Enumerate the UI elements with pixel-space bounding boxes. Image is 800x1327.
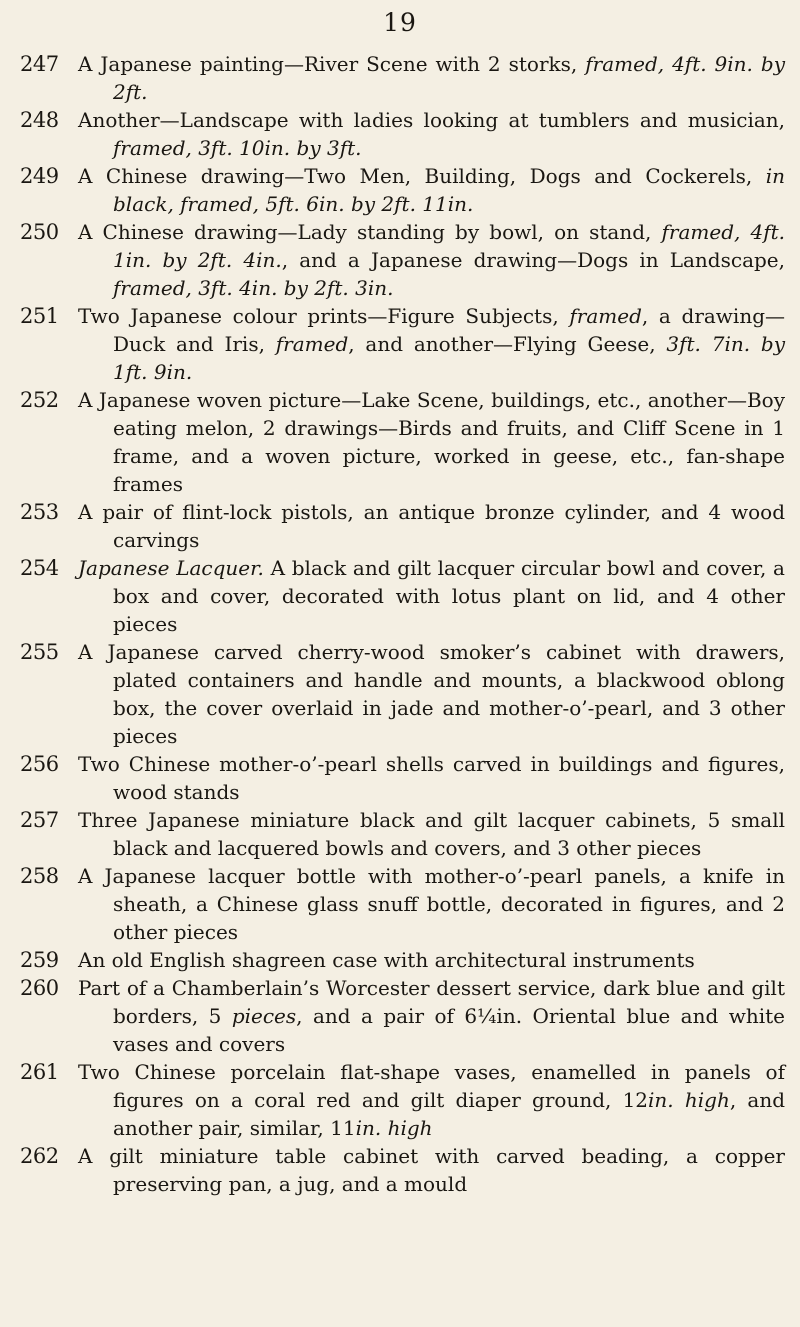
lot-number: 260 — [20, 976, 59, 1000]
description-text: A Chinese drawing—Two Men, Building, Dogs and Cockerels, — [78, 164, 766, 188]
italic-text: framed — [569, 304, 642, 328]
lot-entry — [20, 386, 785, 498]
lot-description — [78, 638, 785, 750]
lot-number: 259 — [20, 948, 59, 972]
lot-description — [78, 162, 785, 218]
description-text: Part of a Chamberlain’s Worcester dessert service, dark blue and gilt borders, 5 — [78, 976, 785, 1028]
lot-number: 255 — [20, 640, 59, 664]
lot-description — [78, 498, 785, 554]
lot-number: 247 — [20, 52, 59, 76]
lot-description — [78, 218, 785, 302]
lot-entry — [20, 806, 785, 862]
lot-number: 261 — [20, 1060, 59, 1084]
lot-description — [78, 974, 785, 1058]
lot-entry — [20, 218, 785, 302]
description-text: Two Chinese mother-o’-pearl shells carved in buildings and figures, wood stands — [78, 752, 785, 804]
italic-text: in. high — [648, 1088, 730, 1112]
lot-entry — [20, 1058, 785, 1142]
lot-description — [78, 106, 785, 162]
lot-description — [78, 554, 785, 638]
lot-entry — [20, 862, 785, 946]
description-text: , and a pair of 6¼in. Oriental blue and white vases and covers — [113, 1004, 785, 1056]
lot-description — [78, 1058, 785, 1142]
description-text: A pair of flint-lock pistols, an antique bronze cylinder, and 4 wood carvings — [78, 500, 785, 552]
lot-entry — [20, 750, 785, 806]
lot-number: 250 — [20, 220, 59, 244]
lot-description — [78, 50, 785, 106]
description-text: Three Japanese miniature black and gilt lacquer cabinets, 5 small black and lacquered bowls and covers, and 3 other pieces — [78, 808, 785, 860]
lot-entry — [20, 974, 785, 1058]
description-text: A Japanese woven picture—Lake Scene, buildings, etc., another—Boy eating melon, 2 drawings—Birds and fruits, and Cliff Scene in 1 frame, and a woven picture, worked in geese, etc., fan-shape frames — [78, 388, 785, 496]
description-text: , and another—Flying Geese, — [348, 332, 667, 356]
description-text: A gilt miniature table cabinet with carved beading, a copper preserving pan, a jug, and a mould — [78, 1144, 785, 1196]
lot-description — [78, 386, 785, 498]
lot-number: 258 — [20, 864, 59, 888]
lot-entry — [20, 498, 785, 554]
lot-number: 257 — [20, 808, 59, 832]
description-text: , a drawing—Duck and Iris, — [113, 304, 786, 356]
description-text: A Japanese lacquer bottle with mother-o’-pearl panels, a knife in sheath, a Chinese glass snuff bottle, decorated in figures, and 2 other pieces — [78, 864, 785, 944]
lot-list — [20, 50, 785, 1198]
italic-text: in black, framed, 5ft. 6in. by 2ft. 11in. — [113, 164, 785, 216]
italic-text: in. high — [355, 1116, 433, 1140]
lot-entry — [20, 946, 785, 974]
italic-text: pieces — [231, 1004, 297, 1028]
page-number: 19 — [383, 8, 417, 37]
italic-text: framed, 3ft. 10in. by 3ft. — [113, 136, 362, 160]
lot-entry — [20, 106, 785, 162]
lot-entry — [20, 162, 785, 218]
lot-number: 262 — [20, 1144, 59, 1168]
lot-entry — [20, 554, 785, 638]
lot-description — [78, 750, 785, 806]
italic-text: Japanese Lacquer. — [78, 556, 264, 580]
description-text: A Japanese carved cherry-wood smoker’s cabinet with drawers, plated containers and handle and mounts, a blackwood oblong box, the cover overlaid in jade and mother-o’-pearl, and 3 other pieces — [78, 640, 785, 748]
lot-number: 248 — [20, 108, 59, 132]
italic-text: framed, 4ft. 1in. by 2ft. 4in. — [113, 220, 785, 272]
description-text: Another—Landscape with ladies looking at tumblers and musician, — [78, 108, 785, 132]
lot-number: 256 — [20, 752, 59, 776]
lot-entry — [20, 1142, 785, 1198]
lot-entry — [20, 302, 785, 386]
description-text: A Chinese drawing—Lady standing by bowl, on stand, — [78, 220, 662, 244]
description-text: Two Japanese colour prints—Figure Subjects, — [78, 304, 570, 328]
lot-description — [78, 1142, 785, 1198]
lot-description — [78, 862, 785, 946]
lot-description — [78, 946, 785, 974]
lot-number: 254 — [20, 556, 59, 580]
lot-description — [78, 302, 785, 386]
description-text: A black and gilt lacquer circular bowl and cover, a box and cover, decorated with lotus plant on lid, and 4 other pieces — [113, 556, 785, 636]
lot-number: 249 — [20, 164, 59, 188]
italic-text: framed — [275, 332, 349, 356]
description-text: Two Chinese porcelain flat-shape vases, enamelled in panels of figures on a coral red and gilt diaper ground, 12 — [78, 1060, 785, 1112]
description-text: , and another pair, similar, 11 — [113, 1088, 786, 1140]
italic-text: framed, 3ft. 4in. by 2ft. 3in. — [113, 276, 394, 300]
italic-text: framed, 4ft. 9in. by 2ft. — [113, 52, 785, 104]
lot-number: 251 — [20, 304, 59, 328]
lot-number: 252 — [20, 388, 59, 412]
lot-number: 253 — [20, 500, 59, 524]
description-text: An old English shagreen case with architectural instruments — [78, 948, 695, 972]
lot-entry — [20, 638, 785, 750]
lot-description — [78, 806, 785, 862]
italic-text: 3ft. 7in. by 1ft. 9in. — [113, 332, 785, 384]
lot-entry — [20, 50, 785, 106]
description-text: , and a Japanese drawing—Dogs in Landscape, — [281, 248, 785, 272]
description-text: A Japanese painting—River Scene with 2 storks, — [78, 52, 586, 76]
